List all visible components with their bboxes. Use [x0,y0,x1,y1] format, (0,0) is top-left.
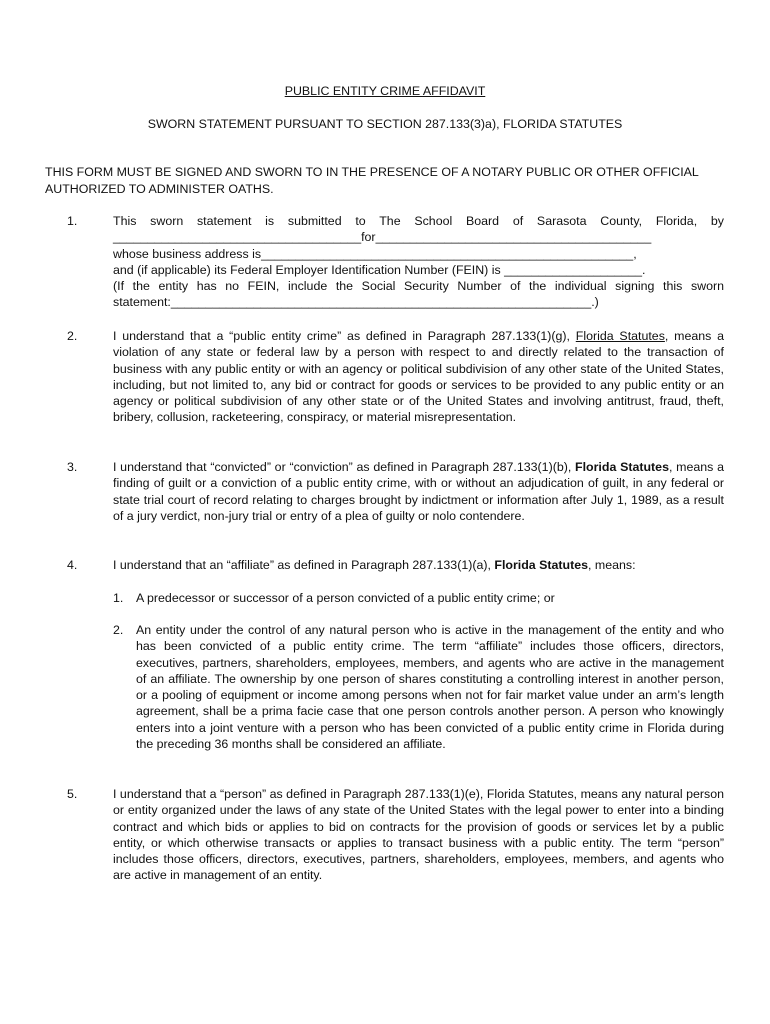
item-number: 5. [67,787,78,801]
entity-name-blank[interactable]: ____________________________________ [113,230,362,245]
subitem-number: 2. [113,623,124,637]
subitem-text: An entity under the control of any natural person who is active in the management of the entity and who has been convicted of a public entity crime. The term “affiliate” includes those officers, directors, executives, partners, shareholders, employees, members, and agents who are active in the management of an affiliate. The ownership by one person of shares constituting a controlling interest in another person, or a pooling of equipment or income among persons when not for fair market value under an arm’s length agreement, shall be a prima facie case that one person controls another person. A person who knowingly enters into a joint venture with a person who has been convicted of a public entity crime in Florida during the preceding 36 months shall be considered an affiliate. [136,623,724,752]
item-text [113,557,724,573]
item-4-text-post: , means: [588,558,636,572]
business-address-blank[interactable]: ______________________________________________________, [261,246,637,261]
item-1-line-2 [113,229,724,245]
item-3-text-post: , means a finding of guilt or a conviction of a public entity crime, with or without an adjudication of guilt, in any federal or state trial court of record relating to charges brought by indictment or information after July 1, 1989, as a result of a jury verdict, non-jury trial or entry of a plea of guilty or nolo contendere. [113,460,724,523]
document-subtitle: SWORN STATEMENT PURSUANT TO SECTION 287.133(3)a), FLORIDA STATUTES [147,117,623,131]
item-text [113,459,724,524]
business-address-label: whose business address is [113,246,262,261]
item-2-text-pre: I understand that a “public entity crime” as defined in Paragraph 287.133(1)(g), [113,329,576,343]
item-text [113,328,724,426]
item-2-text-post: , means a violation of any state or federal law by a person with respect to and directly related to the transaction of business with any public entity or with an agency or political subdivision of any other state of the United States, including, but not limited to, any bid or contract for goods or services to be provided to any public entity or an agency or political subdivision of any other state or of the United States and involving antitrust, fraud, theft, bribery, collusion, racketeering, conspiracy, or material misrepresentation. [113,329,724,425]
fein-line[interactable]: and (if applicable) its Federal Employer Identification Number (FEIN) is ____________________. [113,262,646,277]
entity-for-blank[interactable]: ________________________________________ [375,230,652,245]
document-title: PUBLIC ENTITY CRIME AFFIDAVIT [284,84,486,98]
item-1-line-5: (If the entity has no FEIN, include the Social Security Number of the individual signing this sworn [113,279,724,294]
subitem-text: A predecessor or successor of a person convicted of a public entity crime; or [136,591,555,605]
item-3-text-pre: I understand that “convicted” or “conviction” as defined in Paragraph 287.133(1)(b), [113,460,576,474]
item-number: 1. [67,214,78,228]
notary-notice: THIS FORM MUST BE SIGNED AND SWORN TO IN THE PRESENCE OF A NOTARY PUBLIC OR OTHER OFFICIAL AUTHORIZED TO ADMINISTER OATHS. [45,165,699,196]
item-number: 4. [67,558,78,572]
item-text [113,213,724,311]
florida-statutes-underlined: Florida Statutes [575,329,665,343]
subitem-number: 1. [113,591,124,605]
florida-statutes-bold: Florida Statutes [575,460,669,474]
item-1-line-1: This sworn statement is submitted to The School Board of Sarasota County, Florida, by [113,214,724,228]
item-number: 3. [67,460,78,474]
ssn-statement-line[interactable]: statement:_____________________________________________________________.) [113,295,599,310]
item-4-text-pre: I understand that an “affiliate” as defined in Paragraph 287.133(1)(a), [113,558,495,572]
item-1-line-3 [113,246,724,262]
item-number: 2. [67,329,78,343]
florida-statutes-bold: Florida Statutes [494,558,589,572]
item-text: I understand that a “person” as defined in Paragraph 287.133(1)(e), Florida Statutes, means any natural person or entity organized under the laws of any state of the United States with the legal power to enter into a binding contract and which bids or applies to bid on contracts for the provision of goods or services let by a public entity, or which otherwise transacts or applies to transact business with a public entity. The term “person” includes those officers, directors, executives, partners, shareholders, employees, members, and agents who are active in management of an entity. [113,787,724,883]
for-label: for [361,230,376,245]
